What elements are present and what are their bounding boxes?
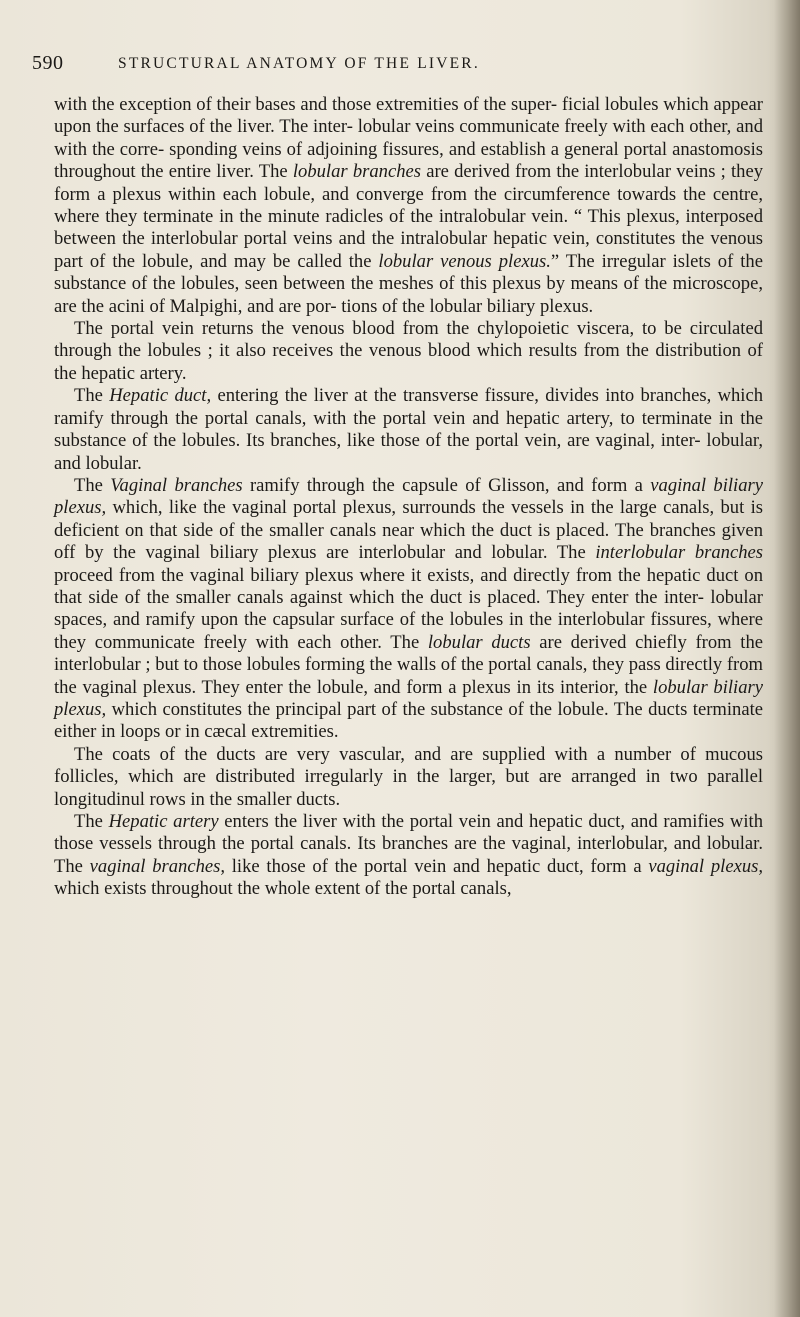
term-lobular-venous-plexus: lobular venous plexus.: [378, 250, 551, 272]
term-vaginal-branches-artery: vaginal branches,: [89, 855, 226, 877]
page-number: 590: [32, 52, 64, 74]
term-hepatic-artery: Hepatic artery: [108, 811, 219, 832]
page-edge-shadow: [774, 0, 800, 1317]
text-segment: enters the liver with the portal vein and hepatic duct, and ramifies with those vessels through the portal canals. Its branches are the vaginal, interlobular, and lobular. The: [54, 811, 763, 877]
text-segment: which constitutes the principal part of the substance of the lobule. The ducts terminate either in loops or in cæcal extremities.: [54, 698, 763, 743]
term-lobular-branches: lobular branches: [292, 161, 421, 183]
text-segment: The: [74, 474, 111, 496]
term-lobular-biliary-plexus: lobular biliary plexus,: [54, 676, 764, 720]
running-title: STRUCTURAL ANATOMY OF THE LIVER.: [118, 55, 480, 72]
body-text: [54, 94, 763, 901]
text-segment: which exists throughout the whole extent of the portal canals,: [54, 878, 512, 900]
text-segment: like those of the portal vein and hepatic duct, form a: [225, 855, 649, 877]
text-segment: ” The irregular islets of the substance of the lobules, seen between the meshes of this plexus by means of the microscope, are the acini of Malpighi, and are por- tions of the lobular biliary plexus.: [54, 250, 763, 317]
text-segment: with the exception of their bases and those extremities of the super- ficial lobules which appear upon the surfaces of the liver. The inter- lobular veins communicate freely with each other, and with the corre- sponding veins of adjoining fissures, and establish a general portal anastomosis throughout the entire liver. The: [54, 94, 763, 183]
text-segment: The coats of the ducts are very vascular, and are supplied with a number of mucous follicles, which are distributed irregularly in the larger, but are arranged in two parallel longitudinul rows in the smaller ducts.: [54, 743, 763, 810]
paragraph-duct-coats: [54, 744, 763, 811]
paragraph-vaginal-branches: [54, 475, 763, 744]
paragraph-hepatic-artery: [54, 811, 763, 901]
term-interlobular-branches: interlobular branches: [595, 542, 763, 564]
term-hepatic-duct: Hepatic duct,: [109, 385, 212, 407]
term-vaginal-biliary-plexus: vaginal biliary plexus,: [54, 474, 763, 519]
term-lobular-ducts: lobular ducts: [427, 631, 531, 653]
text-segment: which, like the vaginal portal plexus, surrounds the vessels in the large canals, but is deficient on that side of the smaller canals near which the duct is placed. The branches given off by the vaginal biliary plexus are interlobular and lobular. The: [54, 497, 763, 564]
text-segment: are derived from the interlobular veins ; they form a plexus within each lobule, and converge from the circumference towards the centre, where they terminate in the minute radicles of the intralobular vein. “ This plexus, interposed between the interlobular portal veins and the intralobular hepatic vein, constitutes the venous part of the lobule, and may be called the: [54, 161, 764, 272]
paragraph-hepatic-duct: [54, 385, 763, 475]
page-header: [32, 52, 732, 78]
term-vaginal-plexus: vaginal plexus,: [648, 855, 764, 877]
paragraph-portal-vein: [54, 318, 763, 385]
text-segment: ramify through the capsule of Glisson, and form a: [242, 474, 651, 496]
text-segment: The: [74, 385, 110, 407]
text-segment: entering the liver at the transverse fissure, divides into branches, which ramify through the portal canals, with the portal vein and hepatic artery, to terminate in the substance of the lobules. Its branches, like those of the portal vein, are vaginal, inter- lobular, and lobular.: [54, 385, 764, 474]
term-vaginal-branches: Vaginal branches: [110, 474, 243, 496]
text-segment: The: [74, 811, 109, 832]
paragraph-portal-lobules: [54, 94, 763, 318]
text-segment: The portal vein returns the venous blood from the chylopoietic viscera, to be circulated through the lobules ; it also receives the venous blood which results from the distribution of the hepatic artery.: [54, 318, 763, 384]
text-segment: are derived chiefly from the interlobular ; but to those lobules forming the walls of the portal canals, they pass directly from the vaginal plexus. They enter the lobule, and form a plexus in its interior, the: [54, 631, 763, 698]
text-segment: proceed from the vaginal biliary plexus where it exists, and directly from the hepatic duct on that side of the smaller canals against which the duct is placed. They enter the inter- lobular spaces, and ramify upon the capsular surface of the lobules in the interlobular fissures, where they communicate freely with each other. The: [54, 564, 763, 653]
